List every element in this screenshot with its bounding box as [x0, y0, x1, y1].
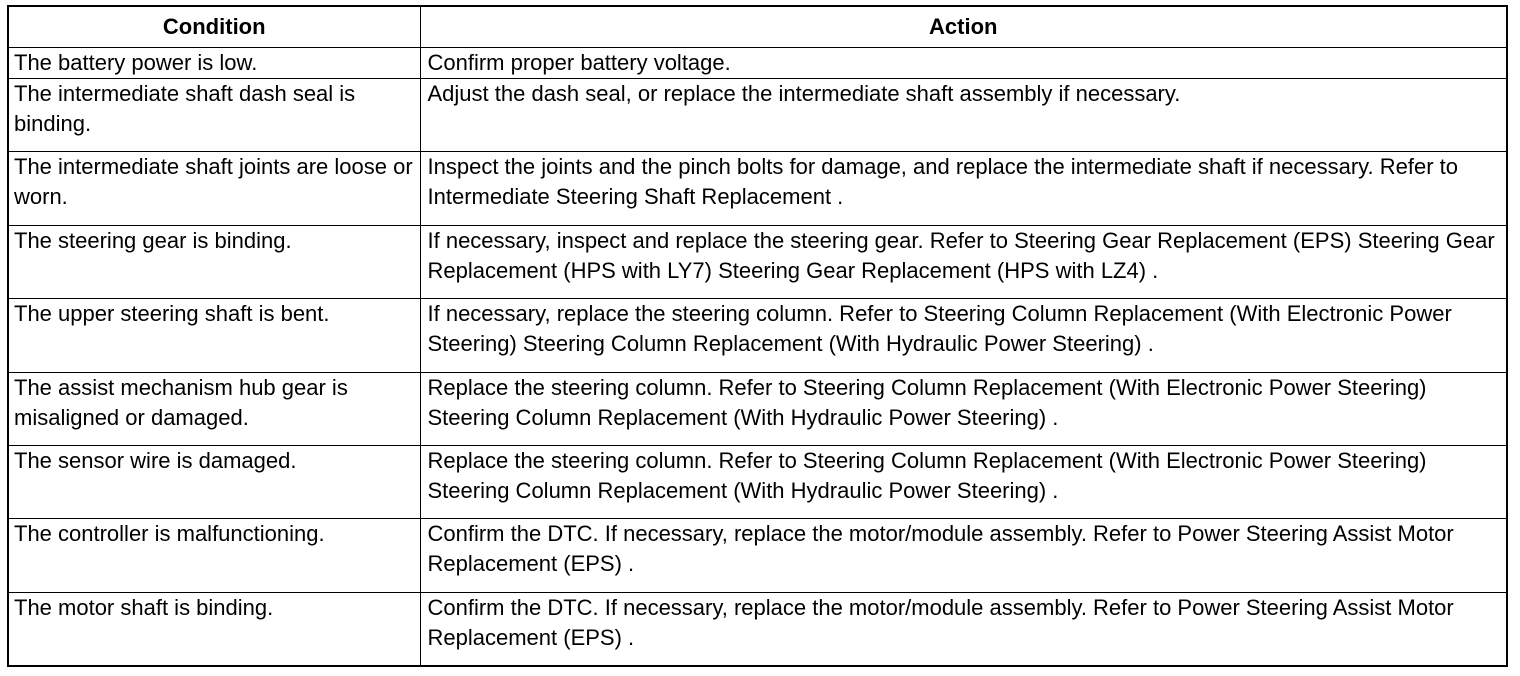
table-row	[8, 519, 1507, 592]
condition-cell: The intermediate shaft dash seal is binding.	[8, 79, 420, 152]
table-row	[8, 592, 1507, 666]
action-cell: Replace the steering column. Refer to Steering Column Replacement (With Electronic Power Steering) Steering Column Replacement (With Hydraulic Power Steering) .	[420, 372, 1507, 445]
column-header-action: Action	[420, 6, 1507, 48]
condition-cell: The assist mechanism hub gear is misaligned or damaged.	[8, 372, 420, 445]
table-row	[8, 48, 1507, 79]
diagnostic-table	[7, 5, 1508, 667]
condition-cell: The steering gear is binding.	[8, 225, 420, 298]
action-cell: Confirm the DTC. If necessary, replace the motor/module assembly. Refer to Power Steering Assist Motor Replacement (EPS) .	[420, 519, 1507, 592]
table-row	[8, 152, 1507, 225]
column-header-condition: Condition	[8, 6, 420, 48]
table-row	[8, 225, 1507, 298]
action-cell: Adjust the dash seal, or replace the intermediate shaft assembly if necessary.	[420, 79, 1507, 152]
table-row	[8, 299, 1507, 372]
table-row	[8, 79, 1507, 152]
condition-cell: The controller is malfunctioning.	[8, 519, 420, 592]
action-cell: Inspect the joints and the pinch bolts for damage, and replace the intermediate shaft if necessary. Refer to Intermediate Steering Shaft Replacement .	[420, 152, 1507, 225]
condition-cell: The sensor wire is damaged.	[8, 445, 420, 518]
condition-cell: The motor shaft is binding.	[8, 592, 420, 666]
table-row	[8, 372, 1507, 445]
table-header-row	[8, 6, 1507, 48]
action-cell: If necessary, replace the steering column. Refer to Steering Column Replacement (With Electronic Power Steering) Steering Column Replacement (With Hydraulic Power Steering) .	[420, 299, 1507, 372]
action-cell: If necessary, inspect and replace the steering gear. Refer to Steering Gear Replacement (EPS) Steering Gear Replacement (HPS with LY7) Steering Gear Replacement (HPS with LZ4) .	[420, 225, 1507, 298]
condition-cell: The intermediate shaft joints are loose or worn.	[8, 152, 420, 225]
condition-cell: The battery power is low.	[8, 48, 420, 79]
condition-cell: The upper steering shaft is bent.	[8, 299, 420, 372]
action-cell: Confirm proper battery voltage.	[420, 48, 1507, 79]
action-cell: Replace the steering column. Refer to Steering Column Replacement (With Electronic Power Steering) Steering Column Replacement (With Hydraulic Power Steering) .	[420, 445, 1507, 518]
action-cell: Confirm the DTC. If necessary, replace the motor/module assembly. Refer to Power Steering Assist Motor Replacement (EPS) .	[420, 592, 1507, 666]
table-row	[8, 445, 1507, 518]
